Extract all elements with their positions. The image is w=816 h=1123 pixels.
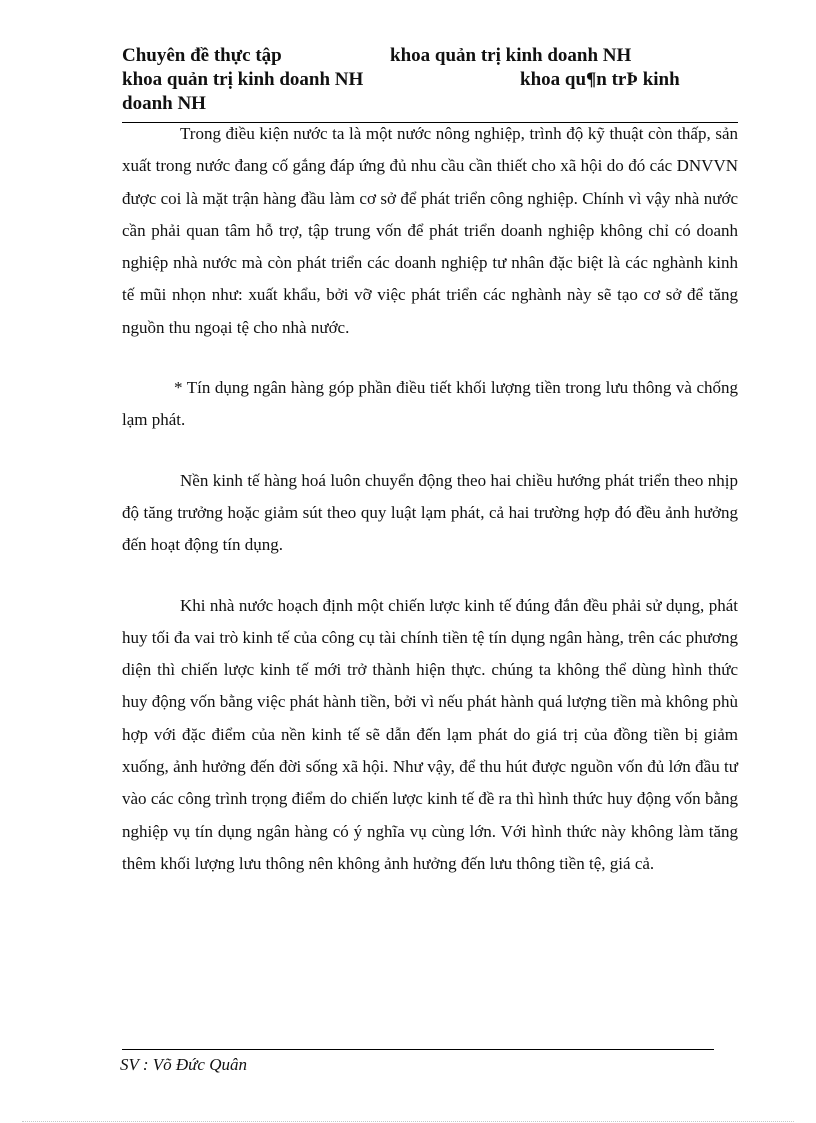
document-body [122,118,738,880]
header-report-title: Chuyên đề thực tập [122,45,282,66]
header-faculty-name-continued: doanh NH [122,93,206,114]
page-header [122,44,738,116]
header-faculty-name-repeat: khoa quản trị kinh doanh NH [122,69,364,90]
header-faculty-name: khoa quản trị kinh doanh NH [390,45,632,66]
paragraph-spacer [122,437,738,465]
paragraph: Nền kinh tế hàng hoá luôn chuyển động theo hai chiều hướng phát triển theo nhịp độ tăng trưởng hoặc giảm sút theo quy luật lạm phát, cả hai trường hợp đó đều ảnh hưởng đến hoạt động tín dụng. [122,470,738,555]
paragraph: Trong điều kiện nước ta là một nước nông nghiệp, trình độ kỹ thuật còn thấp, sản xuất trong nước đang cố gắng đáp ứng đủ nhu cầu cần thiết cho xã hội do đó các DNVVN được coi là mặt trận hàng đầu làm cơ sở để phát triển công nghiệp. Chính vì vậy nhà nước cần phải quan tâm hỗ trợ, tập trung vốn để phát triển doanh nghiệp không chỉ có doanh nghiệp nhà nước mà còn phát triển các doanh nghiệp tư nhân đặc biệt là các nghành kinh tế mũi nhọn như: xuất khẩu, bởi vỡ việc phát triển các nghành này sẽ tạo cơ sở để tăng nguồn thu ngoại tệ cho nhà nước. [122,124,738,337]
paragraph-spacer [122,344,738,372]
paragraph: Khi nhà nước hoạch định một chiến lược kinh tế đúng đắn đều phải sử dụng, phát huy tối đa vai trò kinh tế của công cụ tài chính tiền tệ tín dụng ngân hàng, trên các phương diện thì chiến lược kinh tế mới trở thành hiện thực. chúng ta không thể dùng hình thức huy động vốn bằng việc phát hành tiền, bởi vì nếu phát hành quá lượng tiền mà không phù hợp với đặc điểm của nền kinh tế sẽ dẫn đến lạm phát do giá trị của đồng tiền bị giảm xuống, ảnh hưởng đến đời sống xã hội. Như vậy, để thu hút được nguồn vốn đủ lớn đầu tư vào các công trình trọng điểm do chiến lược kinh tế đề ra thì hình thức huy động vốn bằng nghiệp vụ tín dụng ngân hàng có ý nghĩa vụ cùng lớn. Với hình thức này không làm tăng thêm khối lượng lưu thông nên không ảnh hưởng đến lưu thông tiền tệ, giá cả. [122,595,738,873]
header-line-2 [122,68,738,92]
paragraph-spacer [122,562,738,590]
footer-divider [122,1049,714,1050]
header-line-1 [122,44,738,68]
header-faculty-name-garbled: khoa qu¶n trÞ kinh [520,69,680,90]
page-bottom-edge [22,1121,794,1122]
bullet-paragraph: * Tín dụng ngân hàng góp phần điều tiết khối lượng tiền trong lưu thông và chống lạm phát. [122,378,738,430]
header-line-3 [122,92,738,116]
footer-author: SV : Võ Đức Quân [120,1055,247,1074]
